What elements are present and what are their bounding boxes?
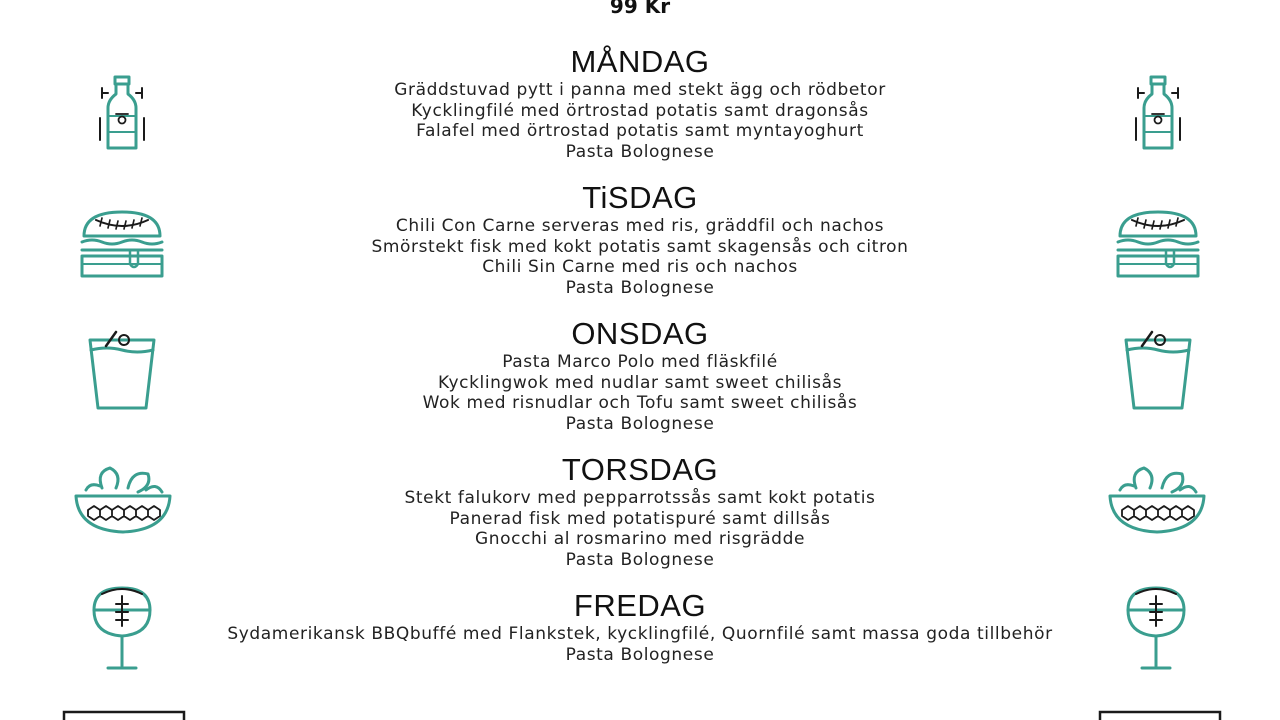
dish-item: Pasta Marco Polo med fläskfilé — [502, 352, 778, 372]
bottle-icon — [72, 72, 172, 152]
dish-item: Pasta Bolognese — [565, 549, 715, 570]
dish-item: Smörstekt fisk med kokt potatis samt skagensås och citron — [371, 236, 909, 257]
dish-item: Wok med risnudlar och Tofu samt sweet chilisås — [422, 393, 858, 413]
glass-icon — [72, 330, 172, 410]
dish-item: Pasta Bolognese — [565, 277, 715, 298]
dish-item: Falafel med örtrostad potatis samt myntayoghurt — [416, 121, 864, 141]
day-thursday — [0, 452, 1280, 570]
dish-item: Kycklingfilé med örtrostad potatis samt dragonsås — [411, 100, 869, 121]
glass-icon — [1108, 330, 1208, 410]
wine-glass-icon — [1106, 586, 1206, 666]
burger-icon — [72, 206, 172, 286]
dish-item: Pasta Bolognese — [565, 413, 715, 434]
box-icon — [62, 710, 186, 720]
salad-bowl-icon — [1106, 460, 1206, 540]
dish-item: Stekt falukorv med pepparrotssås samt kokt potatis — [404, 488, 876, 508]
dish-item: Pasta Bolognese — [565, 644, 715, 665]
day-title: TiSDAG — [582, 180, 698, 215]
dish-item: Pasta Bolognese — [565, 141, 715, 162]
dish-item: Gnocchi al rosmarino med risgrädde — [474, 529, 806, 549]
dish-item: Chili Con Carne serveras med ris, gräddfil och nachos — [395, 216, 885, 236]
dish-item: Kycklingwok med nudlar samt sweet chilisås — [437, 372, 843, 393]
dish-item: Panerad fisk med potatispuré samt dillsås — [449, 508, 831, 529]
day-title: ONSDAG — [571, 316, 709, 351]
day-title: TORSDAG — [561, 452, 719, 487]
dish-item: Chili Sin Carne med ris och nachos — [482, 257, 798, 277]
dish-item: Sydamerikansk BBQbuffé med Flankstek, kycklingfilé, Quornfilé samt massa goda tillbehör — [227, 624, 1053, 644]
day-title: MÅNDAG — [570, 44, 710, 79]
day-tuesday — [0, 180, 1280, 298]
day-friday — [0, 588, 1280, 665]
wine-glass-icon — [72, 586, 172, 666]
salad-bowl-icon — [72, 460, 172, 540]
bottle-icon — [1108, 72, 1208, 152]
day-monday — [0, 44, 1280, 162]
burger-icon — [1108, 206, 1208, 286]
box-icon — [1098, 710, 1222, 720]
dish-item: Gräddstuvad pytt i panna med stekt ägg och rödbetor — [394, 80, 886, 100]
day-title: FREDAG — [573, 588, 707, 623]
day-wednesday — [0, 316, 1280, 434]
price-label: 99 Kr — [609, 0, 671, 18]
